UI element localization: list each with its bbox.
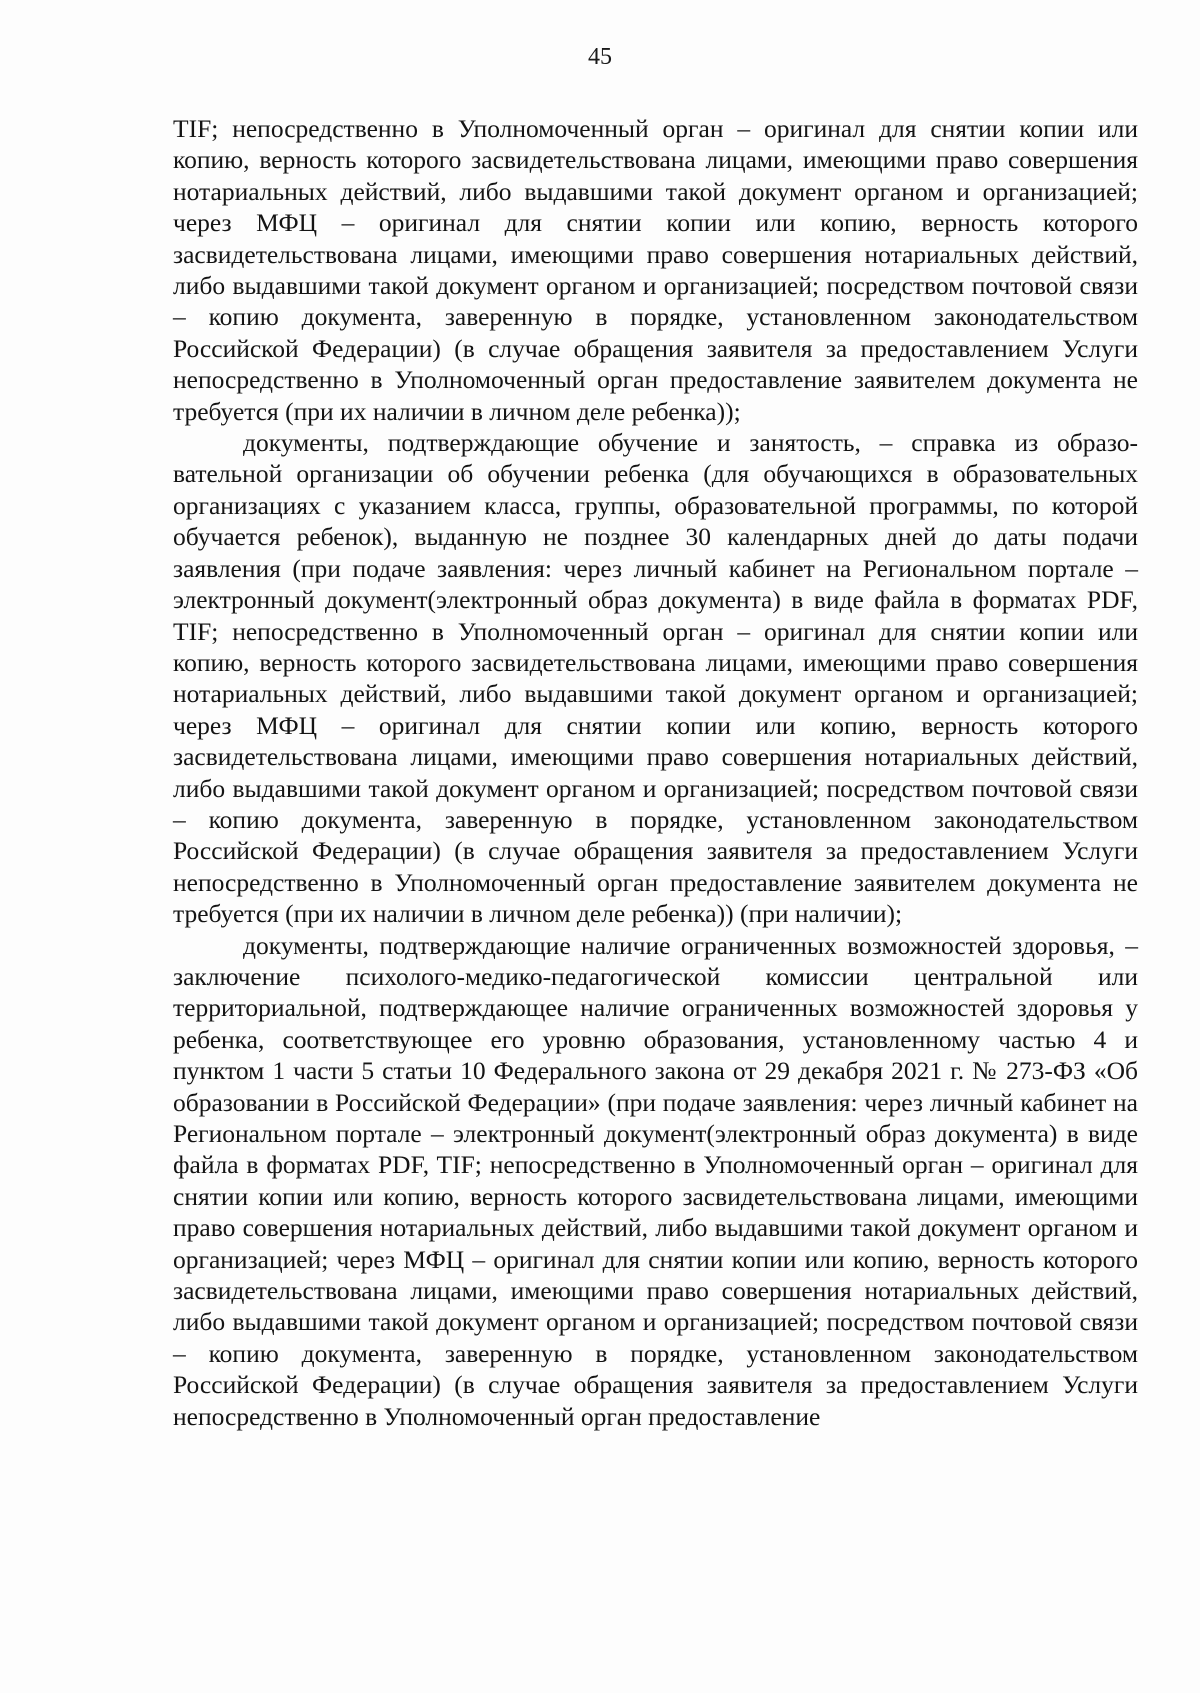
document-body [173,113,1138,1432]
paragraph-education-documents: документы, подтверждающие обучение и занятость, – справка из образовательной организации об обучении ребенка (для обучающихся в образовательных организациях с указанием класса, группы, образовательной программы, по которой обучается ребенок), выданную не позднее 30 календарных дней до даты подачи заявления (при подаче заявления: через личный кабинет на Региональном портале – электронный документ(электронный образ документа) в виде файла в форматах PDF, TIF; непосредственно в Уполномоченный орган – оригинал для снятии копии или копию, верность которого засвидетельствована лицами, имеющими право совершения нотариальных действий, либо выдавшими такой документ органом и организацией; через МФЦ – оригинал для снятии копии или копию, верность которого засвидетельствована лицами, имеющими право совершения нотариальных действий, либо выдавшими такой документ органом и организацией; посредством почтовой связи – копию документа, заверенную в порядке, установленном законодательством Российской Федерации) (в случае обращения заявителя за предоставлением Услуги непосредственно в Уполномоченный орган предоставление заявителем документа не требуется (при их наличии в личном деле ребенка)) (при наличии); [173,428,1138,929]
page-number: 45 [588,44,612,70]
paragraph-health-documents: документы, подтверждающие наличие ограниченных возможностей здоровья, – заключение психолого-медико-педагогической комиссии центральной или территориальной, подтверждающее наличие ограниченных возможностей здоровья у ребенка, соответствующее его уровню образования, установленному частью 4 и пунктом 1 части 5 статьи 10 Федерального закона от 29 декабря 2021 г. № 273-ФЗ «Об образовании в Российской Федерации» (при подаче заявления: через личный кабинет на Региональном портале – электронный документ(электронный образ документа) в виде файла в форматах PDF, TIF; непосредственно в Уполномоченный орган – оригинал для снятии копии или копию, верность которого засвидетельствована лицами, имеющими право совершения нотариальных действий, либо выдавшими такой документ органом и организацией; через МФЦ – оригинал для снятии копии или копию, верность которого засвидетельствована лицами, имеющими право совершения нотариальных действий, либо выдавшими такой документ органом и организацией; посредством почтовой связи – копию документа, заверенную в порядке, установленном законодательством Российской Федерации) (в случае обращения заявителя за предоставлением Услуги непосредственно в Уполномоченный орган предоставление [173,930,1138,1431]
paragraph-continuation: TIF; непосредственно в Уполномоченный орган – оригинал для снятии копии или копию, верность которого засвидетельствована лицами, имеющими право совершения нотариальных действий, либо выдавшими такой документ органом и организацией; через МФЦ – оригинал для снятии копии или копию, верность которого засвидетельствована лицами, имеющими право совершения нотариальных действий, либо выдавшими такой документ органом и организацией; посредством почтовой связи – копию документа, заверенную в порядке, установленном законодательством Российской Федерации) (в случае обращения заявителя за предоставлением Услуги непосредственно в Уполномоченный орган предоставление заявителем документа не требуется (при их наличии в личном деле ребенка)); [173,114,1138,426]
